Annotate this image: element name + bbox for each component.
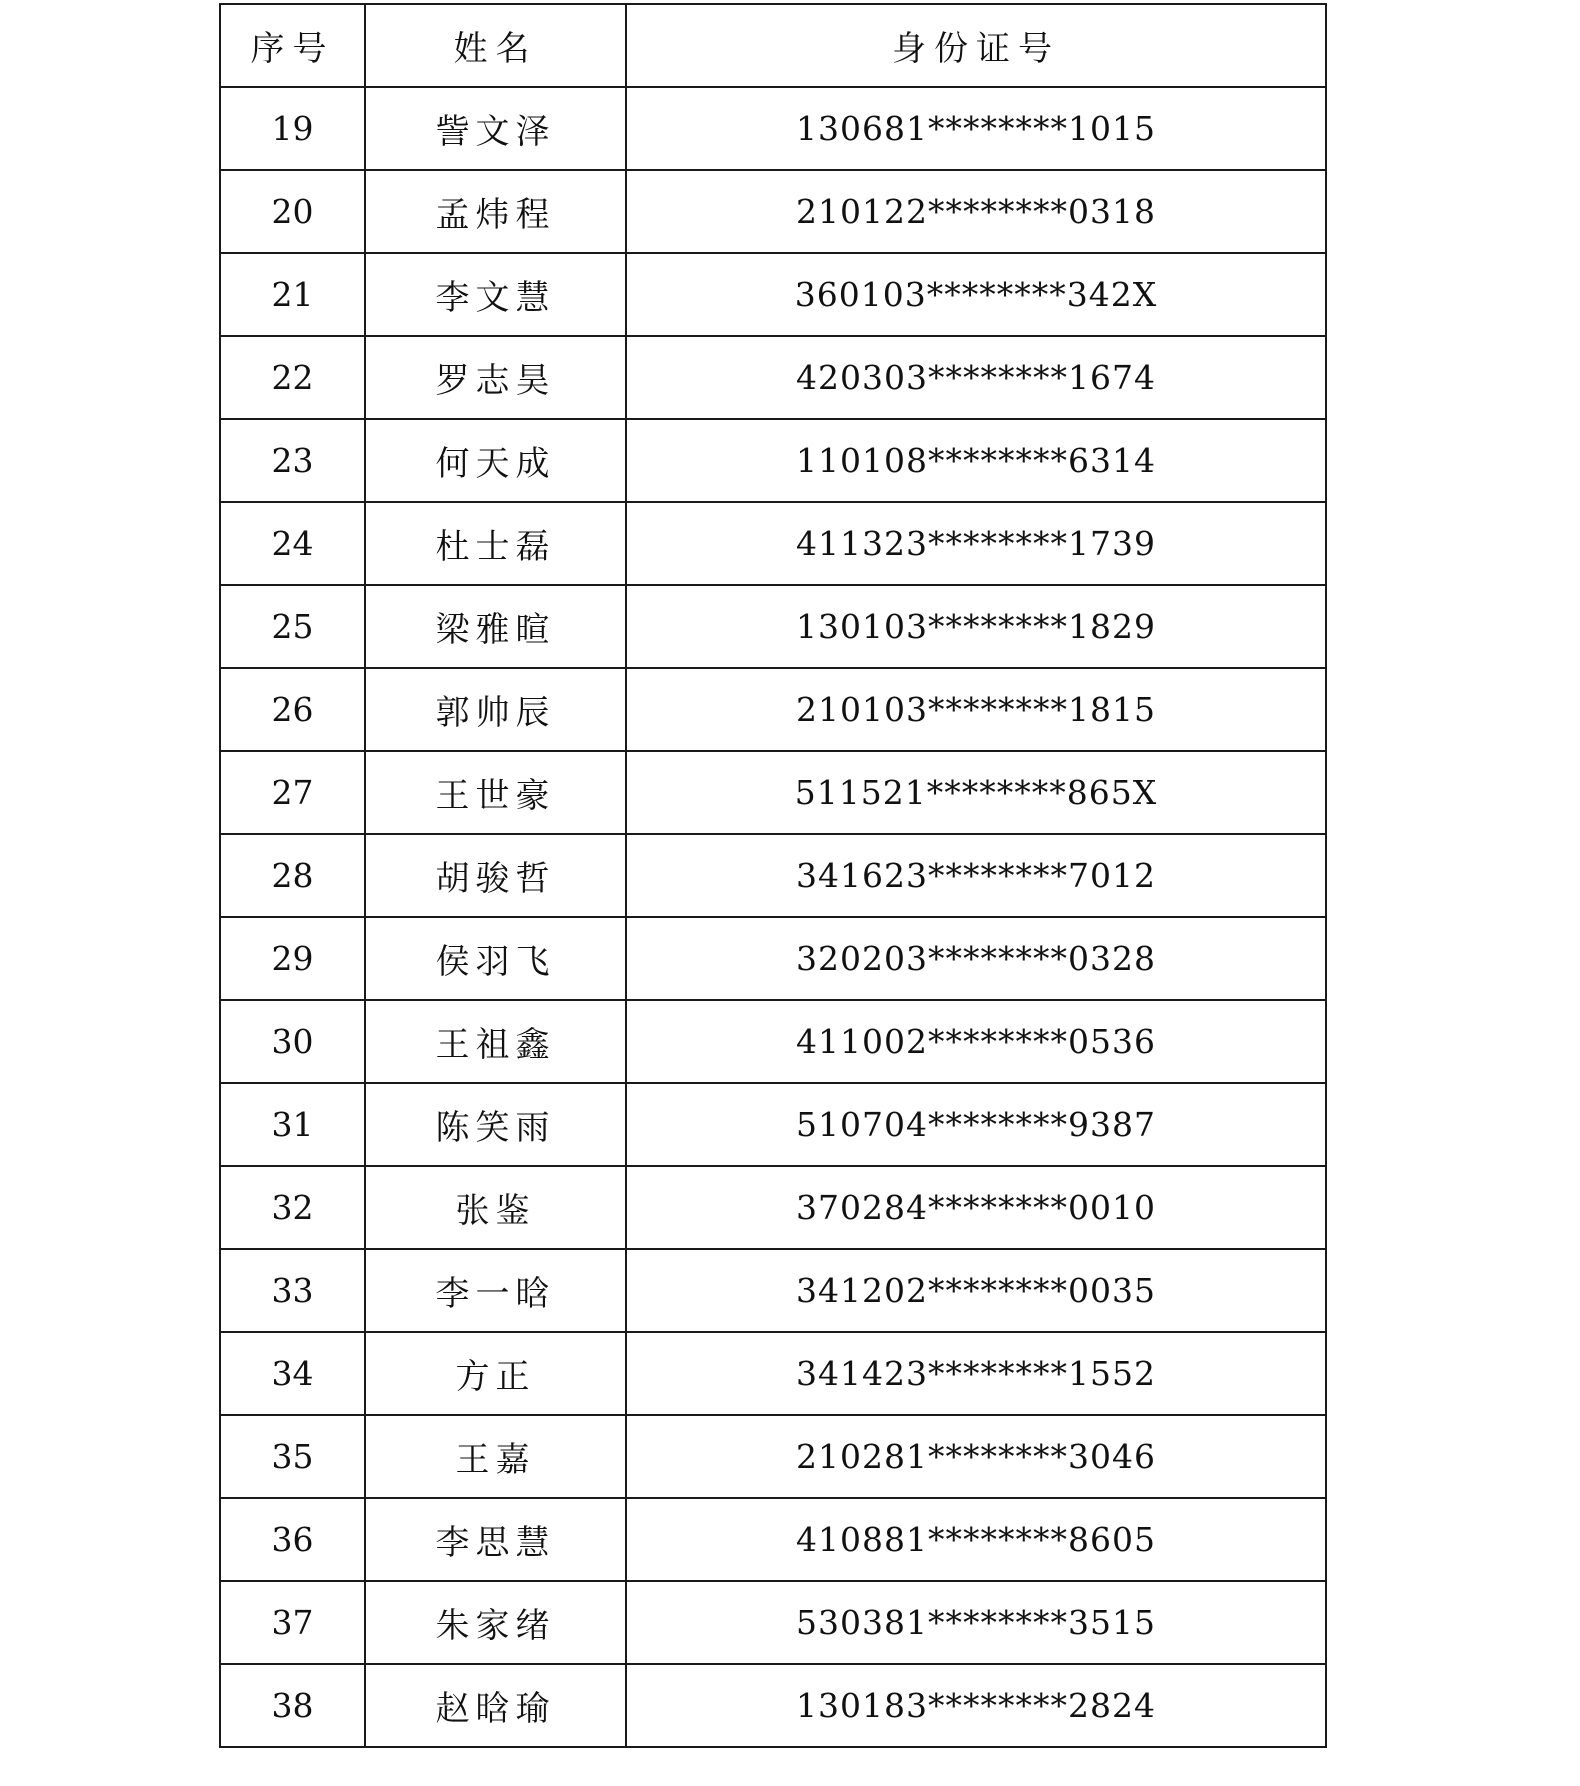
name-cell: 孟炜程 xyxy=(365,170,626,253)
name-cell: 罗志昊 xyxy=(365,336,626,419)
table-row xyxy=(220,502,1326,585)
table-row xyxy=(220,1498,1326,1581)
table-row xyxy=(220,1664,1326,1747)
table-row xyxy=(220,1415,1326,1498)
table-row xyxy=(220,419,1326,502)
id-number-cell: 210122********0318 xyxy=(626,170,1326,253)
seq-cell: 33 xyxy=(220,1249,365,1332)
id-number-cell: 510704********9387 xyxy=(626,1083,1326,1166)
table-row xyxy=(220,751,1326,834)
header-seq: 序号 xyxy=(220,4,365,87)
id-number-cell: 130681********1015 xyxy=(626,87,1326,170)
seq-cell: 22 xyxy=(220,336,365,419)
seq-cell: 30 xyxy=(220,1000,365,1083)
name-cell: 李思慧 xyxy=(365,1498,626,1581)
seq-cell: 28 xyxy=(220,834,365,917)
id-number-cell: 130183********2824 xyxy=(626,1664,1326,1747)
id-number-cell: 110108********6314 xyxy=(626,419,1326,502)
name-cell: 王世豪 xyxy=(365,751,626,834)
id-number-cell: 341423********1552 xyxy=(626,1332,1326,1415)
table-row xyxy=(220,253,1326,336)
table-row xyxy=(220,336,1326,419)
seq-cell: 32 xyxy=(220,1166,365,1249)
id-number-cell: 410881********8605 xyxy=(626,1498,1326,1581)
name-cell: 王祖鑫 xyxy=(365,1000,626,1083)
table-row xyxy=(220,668,1326,751)
id-number-cell: 210281********3046 xyxy=(626,1415,1326,1498)
name-cell: 郭帅辰 xyxy=(365,668,626,751)
id-number-cell: 130103********1829 xyxy=(626,585,1326,668)
seq-cell: 24 xyxy=(220,502,365,585)
header-row xyxy=(220,4,1326,87)
table-row xyxy=(220,1581,1326,1664)
id-number-cell: 210103********1815 xyxy=(626,668,1326,751)
seq-cell: 31 xyxy=(220,1083,365,1166)
id-number-cell: 320203********0328 xyxy=(626,917,1326,1000)
seq-cell: 29 xyxy=(220,917,365,1000)
id-number-cell: 511521********865X xyxy=(626,751,1326,834)
name-cell: 李一晗 xyxy=(365,1249,626,1332)
id-number-cell: 411323********1739 xyxy=(626,502,1326,585)
name-cell: 王嘉 xyxy=(365,1415,626,1498)
seq-cell: 38 xyxy=(220,1664,365,1747)
table-row xyxy=(220,87,1326,170)
name-cell: 方正 xyxy=(365,1332,626,1415)
name-cell: 张鉴 xyxy=(365,1166,626,1249)
id-number-cell: 370284********0010 xyxy=(626,1166,1326,1249)
id-number-cell: 341623********7012 xyxy=(626,834,1326,917)
table-row xyxy=(220,1000,1326,1083)
table-row xyxy=(220,170,1326,253)
name-cell: 朱家绪 xyxy=(365,1581,626,1664)
id-number-cell: 411002********0536 xyxy=(626,1000,1326,1083)
seq-cell: 35 xyxy=(220,1415,365,1498)
seq-cell: 20 xyxy=(220,170,365,253)
name-cell: 侯羽飞 xyxy=(365,917,626,1000)
seq-cell: 27 xyxy=(220,751,365,834)
seq-cell: 26 xyxy=(220,668,365,751)
id-number-cell: 420303********1674 xyxy=(626,336,1326,419)
table-row xyxy=(220,917,1326,1000)
seq-cell: 36 xyxy=(220,1498,365,1581)
table-row xyxy=(220,585,1326,668)
name-cell: 赵晗瑜 xyxy=(365,1664,626,1747)
table-row xyxy=(220,1166,1326,1249)
table-row xyxy=(220,1332,1326,1415)
name-cell: 訾文泽 xyxy=(365,87,626,170)
header-id: 身份证号 xyxy=(626,4,1326,87)
seq-cell: 23 xyxy=(220,419,365,502)
name-cell: 梁雅暄 xyxy=(365,585,626,668)
roster-table xyxy=(219,3,1327,1748)
table-row xyxy=(220,834,1326,917)
name-cell: 何天成 xyxy=(365,419,626,502)
name-cell: 胡骏哲 xyxy=(365,834,626,917)
seq-cell: 37 xyxy=(220,1581,365,1664)
seq-cell: 21 xyxy=(220,253,365,336)
id-number-cell: 530381********3515 xyxy=(626,1581,1326,1664)
id-number-cell: 341202********0035 xyxy=(626,1249,1326,1332)
seq-cell: 19 xyxy=(220,87,365,170)
table-row xyxy=(220,1249,1326,1332)
header-name: 姓名 xyxy=(365,4,626,87)
seq-cell: 34 xyxy=(220,1332,365,1415)
table-row xyxy=(220,1083,1326,1166)
seq-cell: 25 xyxy=(220,585,365,668)
id-number-cell: 360103********342X xyxy=(626,253,1326,336)
name-cell: 杜士磊 xyxy=(365,502,626,585)
name-cell: 李文慧 xyxy=(365,253,626,336)
name-cell: 陈笑雨 xyxy=(365,1083,626,1166)
